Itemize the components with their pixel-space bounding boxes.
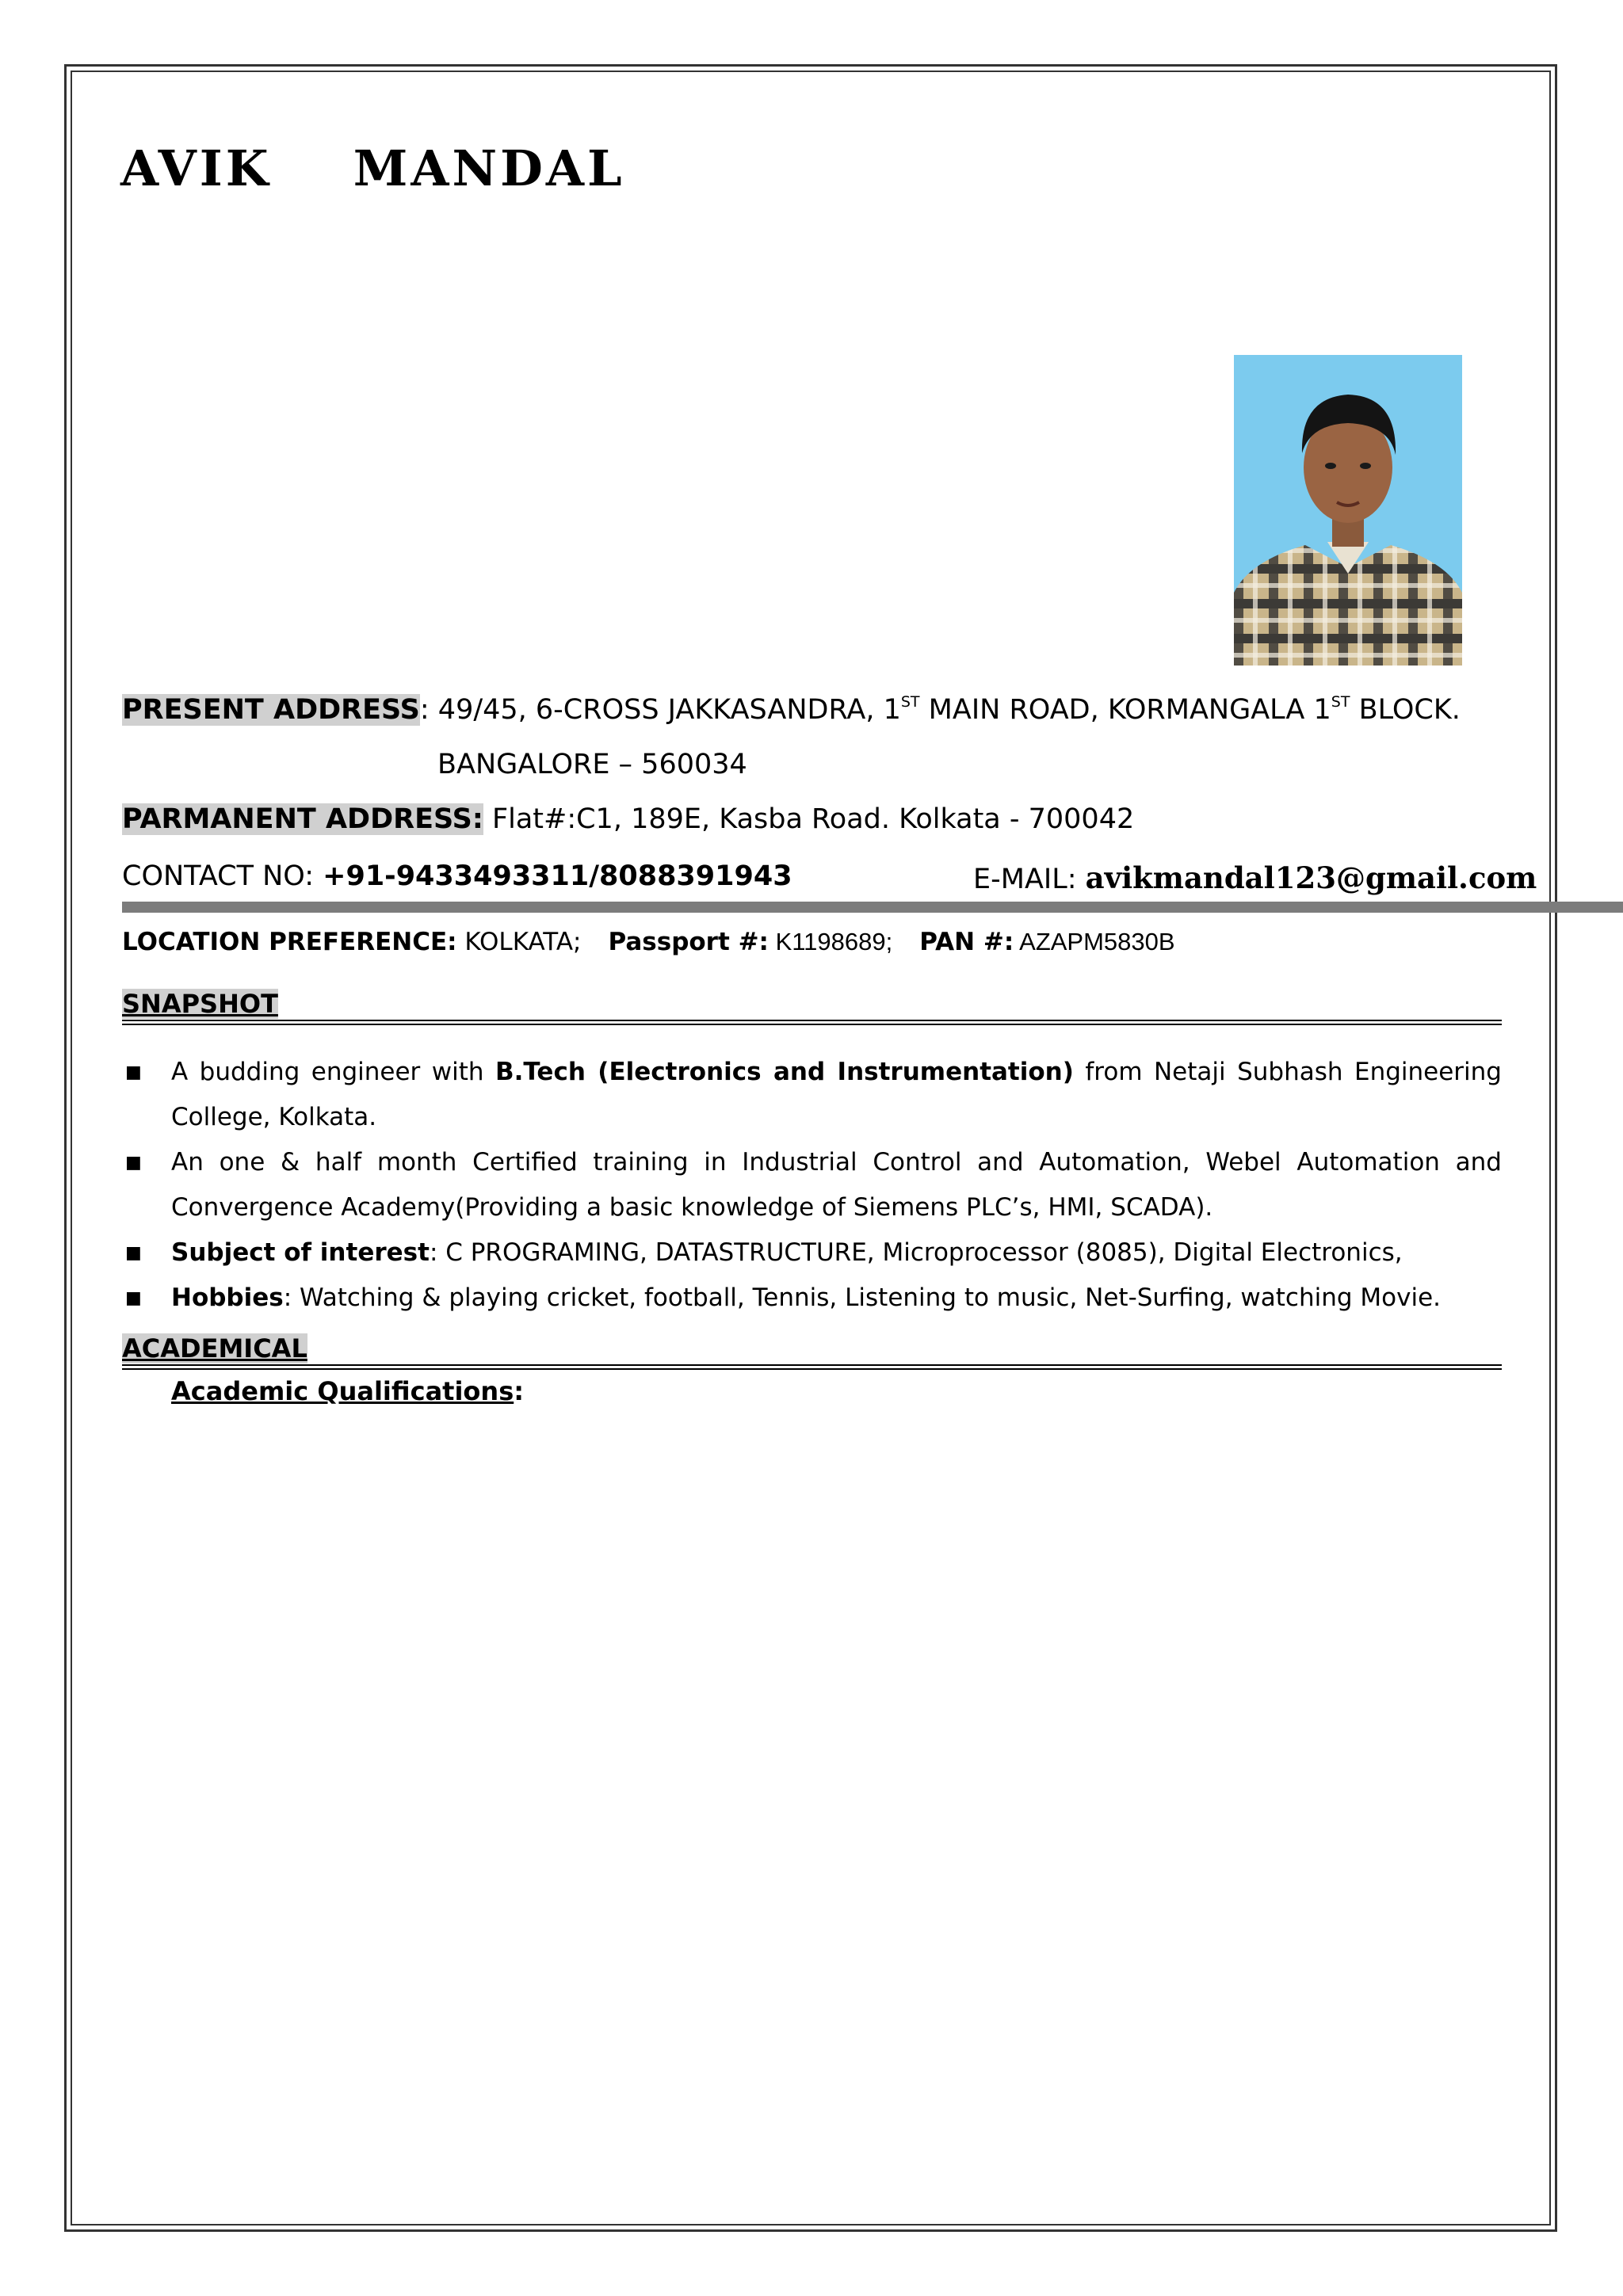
bullet-text-bold: B.Tech (Electronics and Instrumentation) (495, 1058, 1074, 1086)
list-item (122, 1140, 1502, 1230)
bullet-text-post: An one & half month Certified training in Industrial Control and Automation, Webel Automation and Convergence Academy(Providing a basic knowledge of Siemens PLC’s, HMI, SCADA). (171, 1148, 1502, 1222)
bullet-text-post: : C PROGRAMING, DATASTRUCTURE, Microprocessor (8085), Digital Electronics, (429, 1238, 1403, 1267)
candidate-name: AVIK MANDAL (120, 139, 625, 197)
email-line (973, 860, 1537, 895)
email-value: avikmandal123@gmail.com (1085, 860, 1537, 895)
location-label: LOCATION PREFERENCE: (122, 928, 457, 956)
present-address-part-2: MAIN ROAD, KORMANGALA 1 (919, 694, 1331, 726)
square-bullet-icon: ■ (125, 1288, 142, 1308)
snapshot-divider (122, 1020, 1502, 1025)
bullet-text-post: from Netaji Subhash Engineering College, Kolkata. (171, 1058, 1502, 1131)
contact-label: CONTACT NO: (122, 860, 323, 892)
profile-photo (1234, 355, 1462, 666)
list-item (122, 1050, 1502, 1140)
email-label: E-MAIL: (973, 864, 1086, 895)
square-bullet-icon: ■ (125, 1062, 142, 1082)
present-address-sup-2: ST (1331, 693, 1350, 711)
permanent-address-label: PARMANENT ADDRESS: (122, 803, 483, 835)
list-item (122, 1276, 1502, 1321)
contact-number: +91-9433493311/8088391943 (323, 860, 792, 892)
academical-heading: ACADEMICAL (122, 1333, 307, 1363)
bullet-text-post: : Watching & playing cricket, football, Tennis, Listening to music, Net-Surfing, watching Movie. (283, 1283, 1441, 1312)
present-address-city: BANGALORE – 560034 (437, 749, 747, 780)
pan-label: PAN #: (919, 928, 1014, 956)
academic-qualifications-colon: : (514, 1376, 525, 1406)
present-address-part-3: BLOCK. (1350, 694, 1461, 726)
list-item (122, 1230, 1502, 1276)
passport-label: Passport #: (608, 928, 769, 956)
pan-value: AZAPM5830B (1014, 928, 1175, 955)
permanent-address-value: Flat#:C1, 189E, Kasba Road. Kolkata - 700042 (483, 803, 1135, 835)
permanent-address-line (122, 803, 1134, 835)
square-bullet-icon: ■ (125, 1243, 142, 1263)
bullet-text-bold: Hobbies (171, 1283, 284, 1312)
academical-divider (122, 1364, 1502, 1370)
academic-qualifications-heading (171, 1376, 524, 1406)
person-photo-icon (1234, 355, 1462, 666)
bullet-text-pre: A budding engineer with (171, 1058, 495, 1086)
location-value: KOLKATA; (456, 928, 582, 956)
contact-line (122, 860, 792, 892)
contact-divider (122, 902, 1623, 913)
snapshot-list (122, 1050, 1502, 1321)
bullet-text-bold: Subject of interest (171, 1238, 430, 1267)
snapshot-heading: SNAPSHOT (122, 989, 278, 1019)
present-address-line (122, 694, 1461, 726)
present-address-part-1: 49/45, 6-CROSS JAKKASANDRA, 1 (429, 694, 901, 726)
academic-qualifications-label: Academic Qualifications (171, 1376, 514, 1406)
square-bullet-icon: ■ (125, 1153, 142, 1173)
present-address-label: PRESENT ADDRESS (122, 694, 420, 726)
passport-value: K1198689; (768, 928, 893, 955)
present-address-sup-1: ST (900, 693, 920, 711)
present-address-sep: : (419, 694, 430, 726)
preferences-line (122, 928, 1175, 956)
